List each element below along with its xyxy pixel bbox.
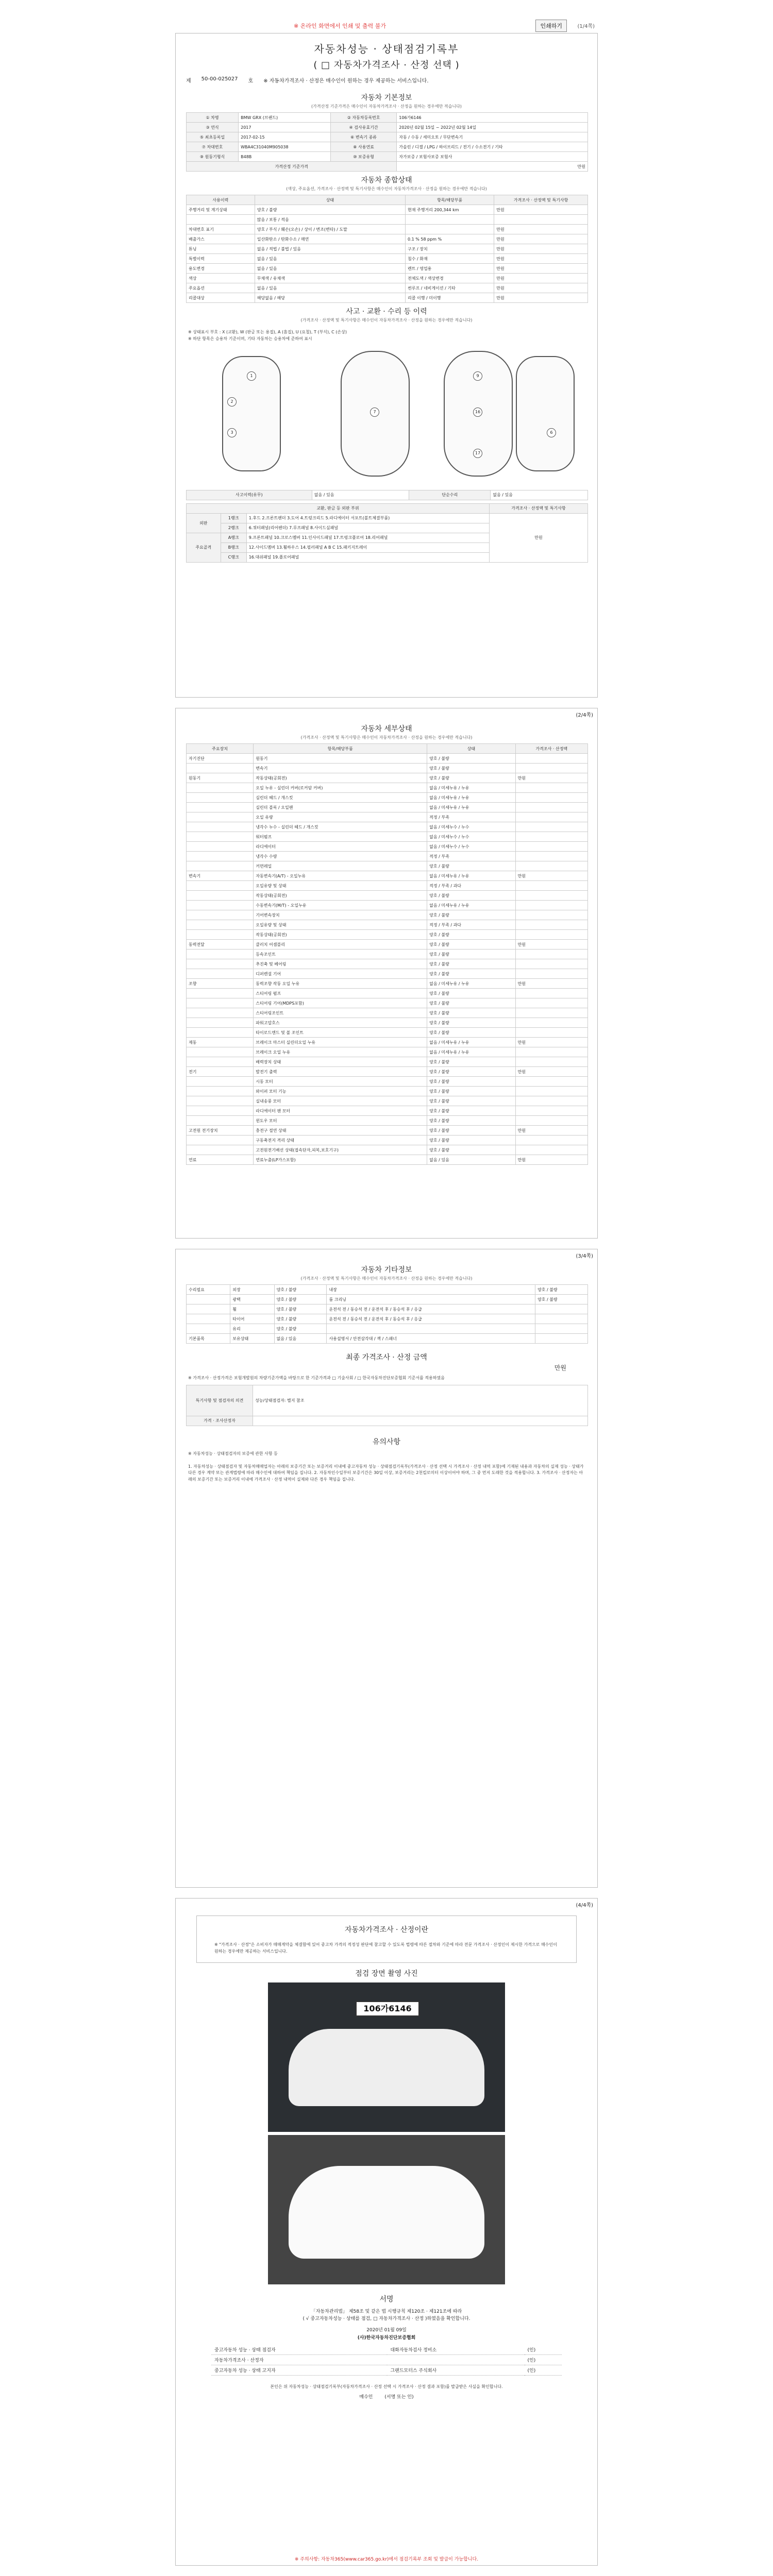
table-row: 라디에이터 팬 모터 양호 / 불량 <box>187 1106 588 1116</box>
document-title: 자동차성능 · 상태점검기록부 <box>314 43 459 55</box>
license-plate: 106가6146 <box>356 2001 419 2016</box>
part-marker: 2 <box>227 397 237 406</box>
basic-info-title: 자동차 기본정보 <box>361 94 412 102</box>
table-row: 오일유량 및 상태 적정 / 부족 / 과다 <box>187 881 588 891</box>
overall-status-title: 자동차 종합상태 <box>361 176 412 184</box>
table-row: 실린더 헤드 / 개스킷 없음 / 미세누유 / 누유 <box>187 793 588 803</box>
final-price-note: ※ 가격조사 · 산정가격은 보험개발원의 차량기준가액을 바탕으로 한 기준가격과 □ 기술사회 / □ 한국자동차진단보증협회 기준서를 적용하였음 <box>188 1376 445 1380</box>
final-price-title: 최종 가격조사 · 산정 금액 <box>346 1353 427 1362</box>
page-number: (4/4쪽) <box>576 1903 593 1908</box>
accident-history-note: (가격조사 · 산정액 및 특기사항은 매수인이 자동차가격조사 · 산정을 원하는 경우에만 적습니다) <box>300 318 473 323</box>
print-notice: ※ 온라인 화면에서 인쇄 및 출력 불가 <box>294 23 386 29</box>
table-row: ⑤ 최초등록일 2017-02-15 ⑥ 변속기 종류 자동 / 수동 / 세미오토 / 무단변속기 <box>187 132 588 142</box>
table-row: 워터펌프 없음 / 미세누수 / 누수 <box>187 832 588 842</box>
table-row: 브레이크 오일 누유 없음 / 미세누유 / 누유 <box>187 1047 588 1057</box>
table-row: 고전원전기배선 상태(접속단자,피복,보호기구) 양호 / 불량 <box>187 1145 588 1155</box>
table-header-row: 사용이력 상태 항목/해당부품 가격조사 · 산정액 및 특기사항 <box>187 195 588 205</box>
print-button[interactable]: 인쇄하기 <box>535 20 567 32</box>
table-row: 고전원 전기장치 충전구 절연 상태 양호 / 불량 만원 <box>187 1126 588 1136</box>
table-row: 자기진단 원동기 양호 / 불량 <box>187 754 588 764</box>
table-row: 연료 연료누출(LP가스포함) 없음 / 있음 만원 <box>187 1155 588 1165</box>
page-1 <box>175 33 598 698</box>
table-row: 교환, 판금 등 외판 부위 가격조사 · 산정액 및 특기사항 <box>187 503 588 513</box>
table-row: 라디에이터 없음 / 미세누수 / 누수 <box>187 842 588 852</box>
overall-status-note: (색상, 주요옵션, 가격조사 · 산정액 및 특기사항은 매수인이 자동차가격조사 · 산정을 원하는 경우에만 적습니다) <box>286 187 487 191</box>
table-row: 많음 / 보통 / 적음 <box>187 215 588 225</box>
doc-no: 50-00-025027 <box>201 76 238 82</box>
table-row: 커먼레일 양호 / 불량 <box>187 861 588 871</box>
table-row: 스티어링 기어(MDPS포함) 양호 / 불량 <box>187 998 588 1008</box>
basic-info-note: (가격산정 기준가격은 매수인이 자동차가격조사 · 산정을 원하는 경우에만 적습니다) <box>311 104 462 109</box>
other-info-table <box>186 1284 588 1344</box>
page-number: (3/4쪽) <box>576 1253 593 1259</box>
table-row: 조향 동력조향 작동 오일 누유 없음 / 미세누유 / 누유 만원 <box>187 979 588 989</box>
table-row: 실내송풍 모터 양호 / 불량 <box>187 1096 588 1106</box>
table-row: 배력장치 상태 양호 / 불량 <box>187 1057 588 1067</box>
table-row: 가격 · 조사산정자 <box>187 1416 588 1426</box>
table-row: 기본품목 보유상태 없음 / 있음 사용설명서 / 안전삼각대 / 잭 / 스패너 <box>187 1334 588 1344</box>
table-row: 휠 양호 / 불량 운전석 전 / 동승석 전 / 운전석 후 / 동승석 후 / 응급 <box>187 1304 588 1314</box>
table-row: 와이퍼 모터 기능 양호 / 불량 <box>187 1087 588 1096</box>
notes-header: ※ 자동차성능 · 상태점검자의 보증에 관한 사항 등 <box>188 1451 278 1456</box>
basic-info-table <box>186 112 588 172</box>
table-row: 가격산정 기준가격 만원 <box>187 162 588 172</box>
notes-body: 1. 자동차성능 · 상태점검자 및 자동차매매업자는 아래의 보증기간 또는 보증거리 이내에 중고자동차 성능 · 상태점검기록부(가격조사 · 산정 선택 시 가격조사 · 산정 내역 포함)에 기재된 내용과 자동차의 실제 성능 · 상태가 다른 경우 계약 또는 관계법령에 따라 매수인에 대하여 책임을 집니다. 2. 자동차인수일부터 보증기간은 30일 이상, 보증거리는 2천킬로미터 이상이어야 하며, 그 중 먼저 도래한 것을 적용합니다. 3. 가격조사 · 산정자는 아래의 보증기간 또는 보증거리 이내에 가격조사 · 산정 내역이 실제와 다른 경우 책임을 집니다. <box>188 1464 584 1482</box>
parts-table <box>186 503 588 563</box>
table-row: 윈도우 모터 양호 / 불량 <box>187 1116 588 1126</box>
other-info-note: (가격조사 · 산정액 및 특기사항은 매수인이 자동차가격조사 · 산정을 원하는 경우에만 적습니다) <box>300 1276 473 1281</box>
table-row: 오일 유량 적정 / 부족 <box>187 812 588 822</box>
table-row: 사고이력(유무) 없음 / 있음 단순수리 없음 / 있음 <box>187 490 588 500</box>
part-marker: 6 <box>547 428 556 437</box>
table-row: 파워고압호스 양호 / 불량 <box>187 1018 588 1028</box>
table-row: 외판 1랭크 1.후드 2.프론트펜더 3.도어 4.트렁크리드 5.라디에이터 서포트(볼트체결부품) 만원 <box>187 513 588 523</box>
page-number: (1/4쪽) <box>577 24 595 29</box>
bottom-note: ※ 주의사항: 자동차365(www.car365.go.kr)에서 점검기록부 조회 및 발급이 가능합니다. <box>294 2557 479 2562</box>
page-number: (2/4쪽) <box>576 713 593 718</box>
accident-legend: ※ 상태표시 부호 : X (교환), W (판금 또는 용접), A (흠집), U (요철), T (부식), C (손상) ※ 하단 항목은 승용차 기준이며, 기타 자동차는 승용차에 준하여 표시 <box>188 330 347 341</box>
table-row: 수동변속기(M/T) - 오일누유 없음 / 미세누유 / 누유 <box>187 901 588 910</box>
part-marker: 17 <box>473 449 482 458</box>
signature-block: 「자동차관리법」 제58조 및 같은 법 시행규칙 제120조 · 제121조에 따라 ( √ 중고자동차성능 · 상태를 점검, □ 자동차가격조사 · 산정 )하였음을 확인합니다. 2020년 01월 09일 (사)한국자동차진단보증협회 <box>303 2309 470 2341</box>
doc-notice: ※ 자동차가격조사 · 산정은 매수인이 원하는 경우 제공하는 서비스입니다. <box>263 78 429 84</box>
rear-photo <box>268 2135 505 2284</box>
part-marker: 9 <box>473 371 482 381</box>
table-row: 튜닝 없음 / 적법 / 불법 / 있음 구조 / 장치 만원 <box>187 244 588 254</box>
part-marker: 16 <box>473 408 482 417</box>
table-row: 색상 무채색 / 유채색 전체도색 / 색상변경 만원 <box>187 274 588 283</box>
table-row: 제동 브레이크 마스터 실린더오일 누유 없음 / 미세누유 / 누유 만원 <box>187 1038 588 1047</box>
part-marker: 1 <box>247 371 256 381</box>
part-marker: 7 <box>370 408 379 417</box>
table-row: 배출가스 일산화탄소 / 탄화수소 / 매연 0.1 % 58 ppm % 만원 <box>187 234 588 244</box>
table-row: 광택 양호 / 불량 룸 크리닝 양호 / 불량 <box>187 1295 588 1304</box>
table-row: 용도변경 없음 / 있음 렌트 / 영업용 만원 <box>187 264 588 274</box>
table-row: ⑨ 원동기형식 B48B ⑩ 보증유형 자가보증 / 보험사보증 보험사 <box>187 152 588 162</box>
table-row: 등속조인트 양호 / 불량 <box>187 950 588 959</box>
table-row: B랭크 12.사이드멤버 13.휠하우스 14.필러패널 A B C 15.패키지트레이 <box>187 543 588 552</box>
table-row: 기어변속장치 양호 / 불량 <box>187 910 588 920</box>
price-explanation-box <box>196 1916 577 1963</box>
doc-no-suffix: 호 <box>248 78 254 84</box>
inspector-opinion-table <box>186 1385 588 1426</box>
page-4 <box>175 1898 598 2566</box>
table-row: 디퍼렌셜 기어 양호 / 불량 <box>187 969 588 979</box>
table-row: 타이로드엔드 및 볼 조인트 양호 / 불량 <box>187 1028 588 1038</box>
page-3 <box>175 1249 598 1888</box>
part-marker: 3 <box>227 428 237 437</box>
table-row: 차대번호 표기 양호 / 부식 / 훼손(오손) / 상이 / 변조(변타) / 도말 만원 <box>187 225 588 234</box>
table-row: 자동차가격조사 · 산정자 (인) <box>211 2355 562 2365</box>
table-row: 2랭크 6.쿼터패널(리어펜더) 7.루프패널 8.사이드실패널 <box>187 523 588 533</box>
table-row: ③ 연식 2017 ④ 검사유효기간 2020년 02월 15일 ~ 2022년 02월 14일 <box>187 123 588 132</box>
table-row: 중고자동차 성능 · 상태 고지자 그랜드모터스 주식회사 (인) <box>211 2365 562 2376</box>
car-front-shape <box>289 2029 484 2106</box>
table-row: 작동상태(공회전) 양호 / 불량 <box>187 891 588 901</box>
table-header-row: 주요장치 항목/해당부품 상태 가격조사 · 산정액 <box>187 744 588 754</box>
car-diagram <box>186 351 588 485</box>
table-row: 변속기 양호 / 불량 <box>187 764 588 773</box>
table-row: 스티어링조인트 양호 / 불량 <box>187 1008 588 1018</box>
photo-section-title: 점검 장면 촬영 사진 <box>355 1969 418 1978</box>
table-row: 시동 모터 양호 / 불량 <box>187 1077 588 1087</box>
car-right-side <box>516 356 575 471</box>
table-row: 변속기 자동변속기(A/T) - 오일누유 없음 / 미세누유 / 누유 만원 <box>187 871 588 881</box>
price-explanation-title: 자동차가격조사 · 산정이란 <box>344 1926 429 1934</box>
table-row: 유리 양호 / 불량 <box>187 1324 588 1334</box>
table-row: 원동기 작동상태(공회전) 양호 / 불량 만원 <box>187 773 588 783</box>
final-price-unit: 만원 <box>554 1364 566 1371</box>
table-row: 작동상태(공회전) 양호 / 불량 <box>187 930 588 940</box>
accident-summary-table <box>186 490 588 500</box>
buyer-sign: 매수인 (서명 또는 인) <box>359 2394 414 2400</box>
table-row: 리콜대상 해당없음 / 해당 리콜 이행 / 미이행 만원 <box>187 293 588 303</box>
signature-title: 서명 <box>379 2295 394 2303</box>
table-row: 스티어링 펌프 양호 / 불량 <box>187 989 588 998</box>
table-row: 오일 누유 - 실린더 커버(로커암 커버) 없음 / 미세누유 / 누유 <box>187 783 588 793</box>
table-row: 주요옵션 없음 / 있음 썬루프 / 네비게이션 / 기타 만원 <box>187 283 588 293</box>
signature-table <box>211 2345 562 2376</box>
page-2 <box>175 708 598 1239</box>
car-rear-shape <box>289 2166 484 2259</box>
table-row: 특기사항 및 점검자의 의견 성능/상태점검자: 별지 참조 <box>187 1385 588 1416</box>
detail-status-note: (가격조사 · 산정액 및 특기사항은 매수인이 자동차가격조사 · 산정을 원하는 경우에만 적습니다) <box>300 735 473 740</box>
table-row: 구동축전지 격리 상태 양호 / 불량 <box>187 1136 588 1145</box>
detail-status-title: 자동차 세부상태 <box>361 725 412 733</box>
table-row: 수리필요 외장 양호 / 불량 내장 양호 / 불량 <box>187 1285 588 1295</box>
document-meta <box>186 76 587 84</box>
table-row: C랭크 16.대쉬패널 19.플로어패널 <box>187 552 588 562</box>
other-info-title: 자동차 기타정보 <box>361 1266 412 1274</box>
table-row: 특별이력 없음 / 있음 침수 / 화재 만원 <box>187 254 588 264</box>
document-subtitle: ( □ 자동차가격조사 · 산정 선택 ) <box>313 60 460 71</box>
buyer-confirm-text: 본인은 위 자동차성능 · 상태점검기록부(자동차가격조사 · 산정 선택 시 가격조사 · 산정 결과 포함)를 발급받은 사실을 확인합니다. <box>270 2384 503 2389</box>
table-row: ⑦ 차대번호 WBA4C31040M905038 ⑧ 사용연료 가솔린 / 디젤 / LPG / 하이브리드 / 전기 / 수소전기 / 기타 <box>187 142 588 152</box>
table-row: 타이어 양호 / 불량 운전석 전 / 동승석 전 / 운전석 후 / 동승석 후 / 응급 <box>187 1314 588 1324</box>
accident-history-title: 사고 · 교환 · 수리 등 이력 <box>346 308 427 316</box>
detail-status-table <box>186 743 588 1165</box>
table-row: 냉각수 누수 - 실린더 헤드 / 개스킷 없음 / 미세누수 / 누수 <box>187 822 588 832</box>
doc-no-label: 제 <box>186 78 191 84</box>
table-row: ① 차명 BMW GRX (브랜드) ② 자동차등록번호 106가6146 <box>187 113 588 123</box>
table-row: 실린더 블록 / 오일팬 없음 / 미세누유 / 누유 <box>187 803 588 812</box>
table-row: 추진축 및 베어링 양호 / 불량 <box>187 959 588 969</box>
table-row: 주요골격 A랭크 9.프론트패널 10.크로스멤버 11.인사이드패널 17.트렁크플로어 18.리어패널 <box>187 533 588 543</box>
front-photo <box>268 1982 505 2132</box>
top-bar <box>175 19 598 33</box>
table-row: 전기 발전기 출력 양호 / 불량 만원 <box>187 1067 588 1077</box>
table-row: 오일유량 및 상태 적정 / 부족 / 과다 <box>187 920 588 930</box>
price-explanation-text: ※ "가격조사 · 산정"은 소비자가 매매계약을 체결함에 있어 중고차 가격의 적정성 판단에 참고할 수 있도록 법령에 따른 절차와 기준에 따라 전문 가격조사 · 산정인이 제시한 가격으로 매수인이 원하는 경우에만 제공하는 서비스입니다. <box>214 1942 557 1954</box>
table-row: 주행거리 및 계기상태 양호 / 불량 현재 주행거리 200,344 km 만원 <box>187 205 588 215</box>
table-row: 냉각수 수량 적정 / 부족 <box>187 852 588 861</box>
notes-title: 유의사항 <box>372 1437 401 1446</box>
table-row: 동력전달 클러치 어셈블리 양호 / 불량 만원 <box>187 940 588 950</box>
table-row: 중고자동차 성능 · 상태 점검자 대화자동차검사 정비소 (인) <box>211 2345 562 2355</box>
overall-status-table <box>186 195 588 303</box>
